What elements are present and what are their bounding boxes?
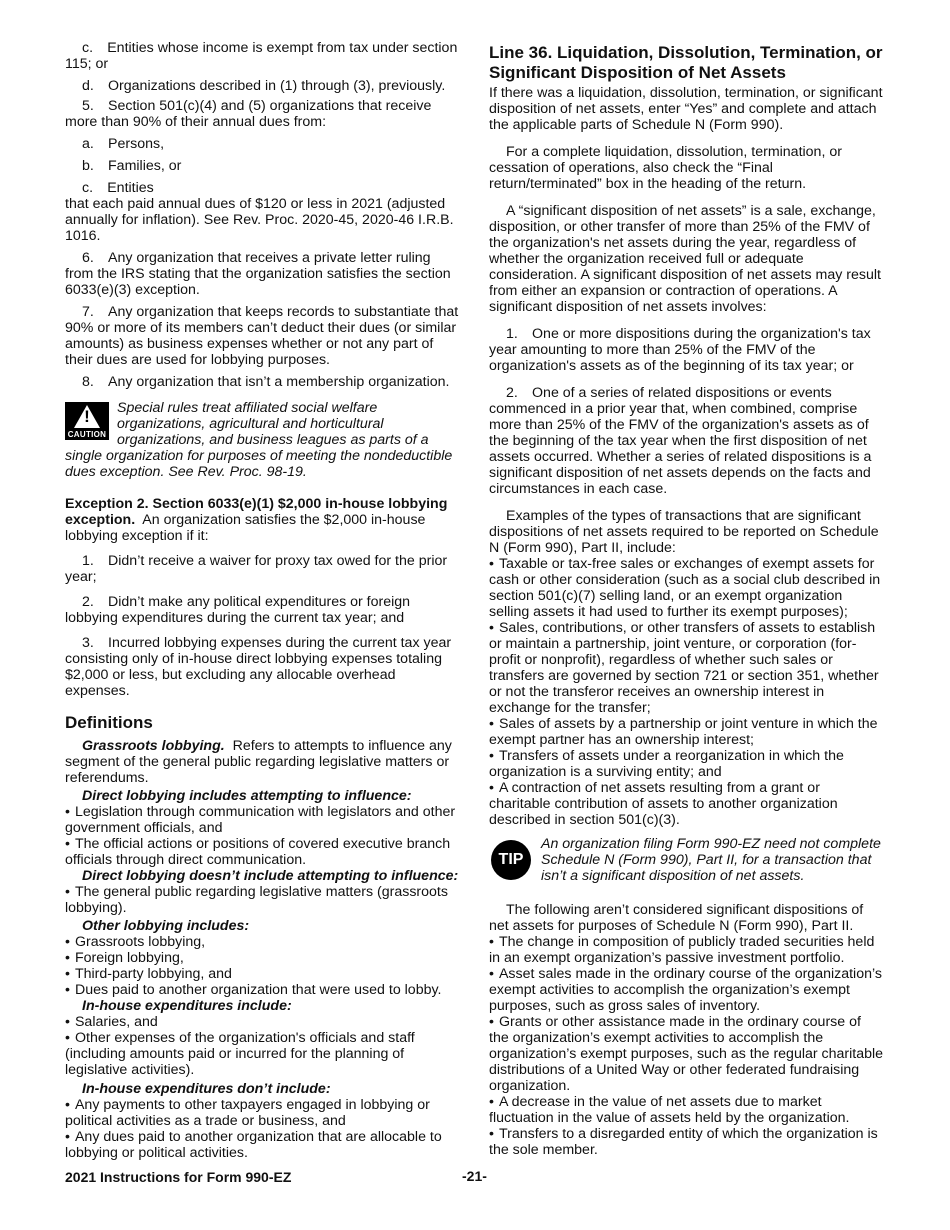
caution-icon: ! CAUTION	[65, 402, 109, 440]
list-item: • Transfers of assets under a reorganization in which the organization is a surviving entity; and	[489, 748, 884, 780]
list-item: • Any dues paid to another organization that are allocable to lobbying or political activities.	[65, 1129, 460, 1161]
paragraph: c. Entities whose income is exempt from tax under section 115; or	[65, 40, 458, 72]
subheading: Direct lobbying includes attempting to influence:	[82, 788, 412, 804]
paragraph: that each paid annual dues of $120 or less in 2021 (adjusted annually for inflation). See Rev. Proc. 2020-45, 2020-46 I.R.B. 1016.	[65, 196, 454, 244]
term: Grassroots lobbying.	[82, 738, 225, 754]
list-item: b. Families, or	[82, 158, 182, 174]
list-item: • The official actions or positions of covered executive branch officials through direct communication.	[65, 836, 460, 868]
list-item: • Legislation through communication with legislators and other government officials, and	[65, 804, 460, 836]
tip-text: An organization filing Form 990-EZ need not complete Schedule N (Form 990), Part II, for a transaction that isn’t a significant disposition of net assets.	[541, 836, 881, 884]
grassroots-paragraph	[65, 738, 460, 786]
footer-title: 2021 Instructions for Form 990-EZ	[65, 1169, 292, 1185]
exception-2-text: An organization satisfies the $2,000 in-house lobbying exception if it:	[65, 512, 426, 544]
list-item: • Transfers to a disregarded entity of which the organization is the sole member.	[489, 1126, 884, 1158]
right-column	[489, 40, 884, 1158]
caution-text: Special rules treat affiliated social welfare organizations, agricultural and horticultural organizations, and business leagues as parts of a single organization for purposes of meeting the nondeductible dues exception. See Rev. Proc. 98-19.	[65, 400, 453, 480]
subheading: In-house expenditures don’t include:	[82, 1081, 331, 1097]
list-item: c. Entities	[82, 180, 154, 196]
paragraph: The following aren’t considered significant dispositions of net assets for purposes of Schedule N (Form 990), Part II.	[489, 902, 864, 934]
page-number: -21-	[462, 1168, 487, 1184]
subheading: Direct lobbying doesn’t include attempting to influence:	[82, 868, 459, 884]
list-item: 1. Didn’t receive a waiver for proxy tax owed for the prior year;	[65, 553, 448, 585]
exception-2	[65, 496, 460, 544]
list-item: 1. One or more dispositions during the organization's tax year amounting to more than 25% of the FMV of the organization's assets as of the beginning of its tax year; or	[489, 326, 871, 374]
list-item: • The general public regarding legislative matters (grassroots lobbying).	[65, 884, 460, 916]
list-item: • A decrease in the value of net assets due to market fluctuation in the value of assets held by the organization.	[489, 1094, 884, 1126]
paragraph: 7. Any organization that keeps records to substantiate that 90% or more of its members can’t deduct their dues (or similar amounts) as business expenses whether or not any part of their dues are used for lobbying purposes.	[65, 304, 459, 368]
list-item: • Salaries, and	[65, 1014, 460, 1030]
paragraph: 6. Any organization that receives a private letter ruling from the IRS stating that the organization satisfies the section 6033(e)(3) exception.	[65, 250, 451, 298]
list-item: a. Persons,	[82, 136, 165, 152]
subheading: Other lobbying includes:	[82, 918, 250, 934]
tip-icon: TIP	[489, 838, 533, 882]
list-item: • Other expenses of the organization's officials and staff (including amounts paid or incurred for the planning of legislative activities).	[65, 1030, 460, 1078]
paragraph: For a complete liquidation, dissolution, termination, or cessation of operations, also check the “Final return/terminated” box in the heading of the return.	[489, 144, 842, 192]
list-item: • Third-party lobbying, and	[65, 966, 460, 982]
paragraph: 5. Section 501(c)(4) and (5) organizations that receive more than 90% of their annual dues from:	[65, 98, 432, 130]
list-item: • Sales of assets by a partnership or joint venture in which the exempt partner has an ownership interest;	[489, 716, 884, 748]
tip-note	[489, 836, 884, 884]
list-item: • Asset sales made in the ordinary course of the organization’s exempt activities to accomplish the organization’s exempt purposes, such as gross sales of inventory.	[489, 966, 884, 1014]
list-item: • Sales, contributions, or other transfers of assets to establish or maintain a partnership, joint venture, or corporation (for-profit or nonprofit), regardless of whether such sales or transfers are governed by section 721 or section 351, whether or not the transferor receives an ownership interest in exchange for the transfer;	[489, 620, 884, 716]
section-heading: Definitions	[65, 713, 153, 732]
paragraph: 8. Any organization that isn’t a membership organization.	[82, 374, 450, 390]
paragraph: d. Organizations described in (1) through (3), previously.	[82, 78, 446, 94]
section-heading: Line 36. Liquidation, Dissolution, Termination, or Significant Disposition of Net Assets	[489, 43, 883, 82]
list-item: • Foreign lobbying,	[65, 950, 460, 966]
left-column	[65, 40, 460, 1161]
subheading: In-house expenditures include:	[82, 998, 292, 1014]
list-item: 2. Didn’t make any political expenditures or foreign lobbying expenditures during the current tax year; and	[65, 594, 411, 626]
list-item: • The change in composition of publicly traded securities held in an exempt organization’s passive investment portfolio.	[489, 934, 884, 966]
list-item: • A contraction of net assets resulting from a grant or charitable contribution of assets to another organization described in section 501(c)(3).	[489, 780, 884, 828]
paragraph: A “significant disposition of net assets” is a sale, exchange, disposition, or other transfer of more than 25% of the FMV of the organization's net assets during the year, regardless of whether the organization received full or adequate consideration. A significant disposition of net assets may result from either an expansion or contraction of operations. A significant disposition of net assets involves:	[489, 203, 881, 315]
list-item: • Grassroots lobbying,	[65, 934, 460, 950]
paragraph: Examples of the types of transactions that are significant dispositions of net assets required to be reported on Schedule N (Form 990), Part II, include:	[489, 508, 879, 556]
paragraph: If there was a liquidation, dissolution, termination, or significant disposition of net assets, enter “Yes” and complete and attach the applicable parts of Schedule N (Form 990).	[489, 85, 883, 133]
list-item: • Grants or other assistance made in the ordinary course of the organization’s exempt activities to accomplish the organization’s exempt purposes, such as the regular charitable distributions of a United Way or other federated fundraising organization.	[489, 1014, 884, 1094]
list-item: 2. One of a series of related dispositions or events commenced in a prior year that, when combined, comprise more than 25% of the FMV of the organization's assets as of the beginning of the tax year when the first disposition of net assets occurred. Whether a series of related dispositions is a significant disposition of net assets depends on the facts and circumstances in each case.	[489, 385, 872, 497]
list-item: • Dues paid to another organization that were used to lobby.	[65, 982, 460, 998]
list-item: • Taxable or tax-free sales or exchanges of exempt assets for cash or other consideration (such as a social club described in section 501(c)(7) selling land, or an exempt organization selling assets it had used to further its exempt purposes);	[489, 556, 884, 620]
exception-2-heading: Exception 2. Section 6033(e)(1) $2,000 in-house lobbying exception.	[65, 496, 448, 528]
caution-note	[65, 400, 460, 480]
list-item: 3. Incurred lobbying expenses during the current tax year consisting only of in-house direct lobbying expenses totaling $2,000 or less, but excluding any allocable overhead expenses.	[65, 635, 452, 699]
list-item: • Any payments to other taxpayers engaged in lobbying or political activities as a trade or business, and	[65, 1097, 460, 1129]
definition-text: Refers to attempts to influence any segment of the general public regarding legislative matters or referendums.	[65, 738, 452, 786]
